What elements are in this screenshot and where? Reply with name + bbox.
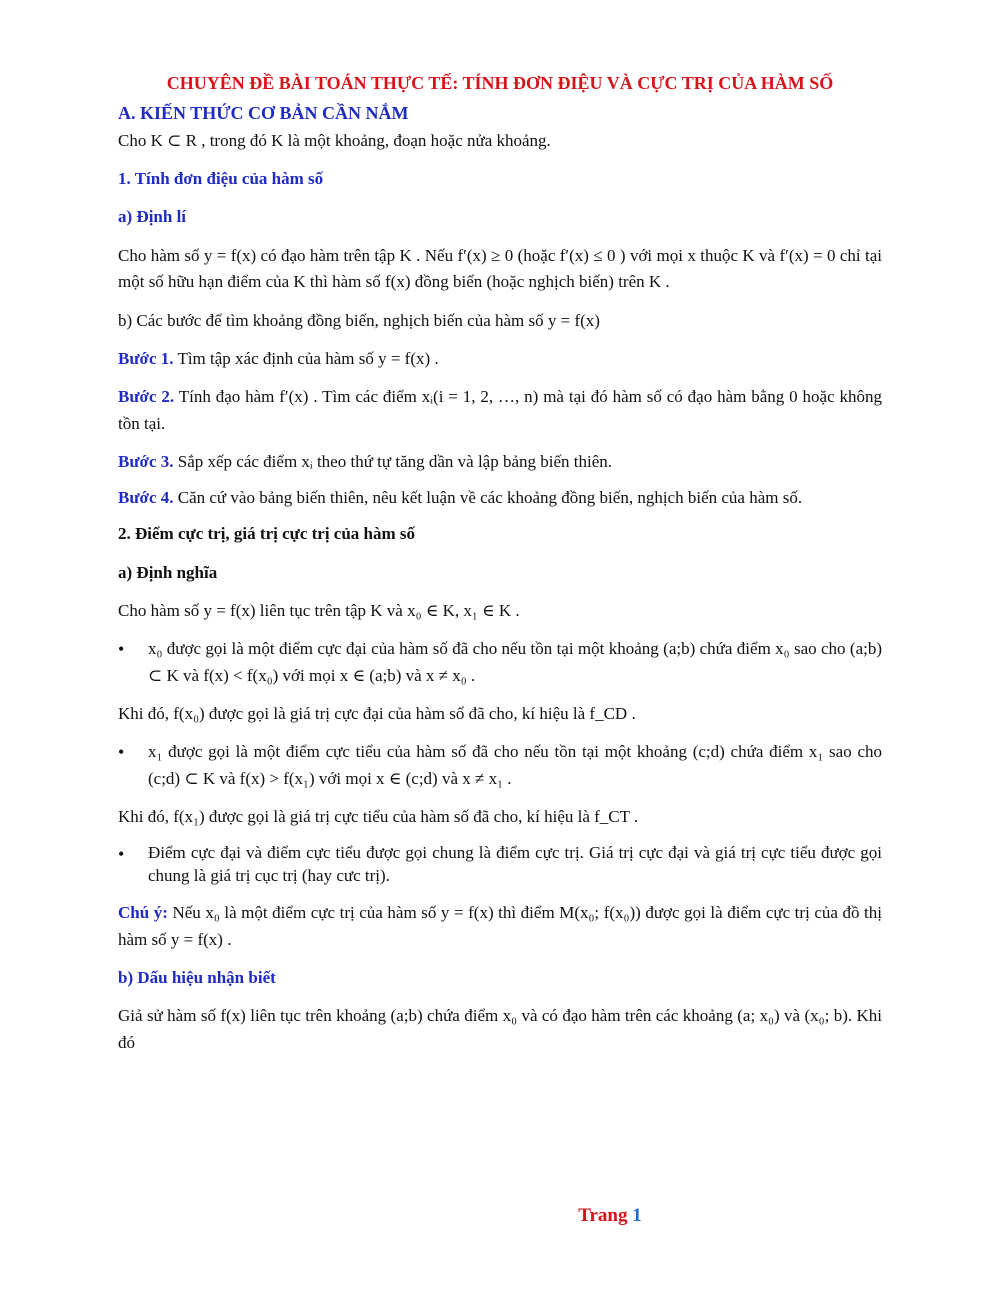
bullet-local-max: • x₀ được gọi là một điểm cực đại của hàm số đã cho nếu tồn tại một khoảng (a;b) chứa điểm x₀ sao cho (a;b) ⊂ K và f(x) < f(x₀) với mọi x ∈ (a;b) và x ≠ x₀ . bbox=[118, 636, 882, 689]
step-1-label: Bước 1. bbox=[118, 348, 174, 368]
step-3 bbox=[118, 449, 882, 475]
step-4-label: Bước 4. bbox=[118, 488, 174, 508]
page-footer bbox=[0, 1205, 1000, 1227]
heading-monotonicity: 1. Tính đơn điệu của hàm số bbox=[118, 169, 324, 189]
step-3-label: Bước 3. bbox=[118, 451, 174, 471]
footer-page-number: 1 bbox=[632, 1205, 642, 1226]
section-a-heading: A. KIẾN THỨC CƠ BẢN CẦN NẮM bbox=[118, 102, 409, 123]
heading-steps: b) Các bước để tìm khoảng đồng biến, nghịch biến của hàm số y = f(x) bbox=[118, 310, 600, 330]
step-2-label: Bước 2. bbox=[118, 387, 175, 407]
max-value-text: Khi đó, f(x₀) được gọi là giá trị cực đại của hàm số đã cho, kí hiệu là f_CD . bbox=[118, 704, 636, 724]
document-title: CHUYÊN ĐỀ BÀI TOÁN THỰC TẾ: TÍNH ĐƠN ĐIỆU VÀ CỰC TRỊ CỦA HÀM SỐ bbox=[166, 73, 834, 93]
heading-definition: a) Định nghĩa bbox=[118, 562, 218, 582]
min-value-text: Khi đó, f(x₁) được gọi là giá trị cực tiểu của hàm số đã cho, kí hiệu là f_CT . bbox=[118, 807, 639, 827]
step-1 bbox=[118, 346, 882, 372]
step-2-text: Tính đạo hàm f′(x) . Tìm các điểm xᵢ(i = 1, 2, …, n) mà tại đó hàm số có đạo hàm bằng 0 hoặc không tồn tại. bbox=[118, 387, 883, 433]
note-text: Nếu x₀ là một điểm cực trị của hàm số y = f(x) thì điểm M(x₀; f(x₀)) được gọi là điểm cực trị của đồ thị hàm số y = f(x) . bbox=[118, 903, 883, 949]
note bbox=[118, 900, 882, 953]
heading-signs: b) Dấu hiệu nhận biết bbox=[118, 967, 276, 987]
bullet-extrema-common: • Điểm cực đại và điểm cực tiểu được gọi chung là điểm cực trị. Giá trị cực đại và giá trị cực tiểu được gọi chung là giá trị cục trị (hay cưc trị). bbox=[118, 842, 882, 888]
step-4 bbox=[118, 487, 882, 509]
bullet-local-min: • x₁ được gọi là một điểm cực tiểu của hàm số đã cho nếu tồn tại một khoảng (c;d) chứa điểm x₁ sao cho (c;d) ⊂ K và f(x) > f(x₁) với mọi x ∈ (c;d) và x ≠ x₁ . bbox=[118, 739, 882, 792]
signs-text: Giả sử hàm số f(x) liên tục trên khoảng (a;b) chứa điểm x₀ và có đạo hàm trên các khoảng (a; x₀) và (x₀; b). Khi đó bbox=[118, 1006, 882, 1052]
note-label: Chú ý: bbox=[118, 903, 168, 923]
definition-intro: Cho hàm số y = f(x) liên tục trên tập K và x₀ ∈ K, x₁ ∈ K . bbox=[118, 601, 520, 620]
step-1-text: Tìm tập xác định của hàm số y = f(x) . bbox=[173, 348, 439, 368]
step-2 bbox=[118, 384, 882, 437]
heading-theorem: a) Định lí bbox=[118, 207, 187, 227]
step-4-text: Căn cứ vào bảng biến thiên, nêu kết luận về các khoảng đồng biến, nghịch biến của hàm số. bbox=[173, 488, 803, 508]
step-3-text: Sắp xếp các điểm xᵢ theo thứ tự tăng dần và lập bảng biến thiên. bbox=[173, 451, 613, 471]
heading-extrema: 2. Điểm cực trị, giá trị cực trị của hàm số bbox=[118, 524, 416, 544]
document-page bbox=[118, 70, 882, 1068]
footer-page-word: Trang bbox=[578, 1205, 628, 1226]
theorem-text: Cho hàm số y = f(x) có đạo hàm trên tập K . Nếu f′(x) ≥ 0 (hoặc f′(x) ≤ 0 ) với mọi x thuộc K và f′(x) = 0 chỉ tại một số hữu hạn điểm của K thì hàm số f(x) đồng biến (hoặc nghịch biến) trên K . bbox=[118, 245, 882, 292]
intro-text: Cho K ⊂ R , trong đó K là một khoảng, đoạn hoặc nửa khoảng. bbox=[118, 130, 551, 150]
